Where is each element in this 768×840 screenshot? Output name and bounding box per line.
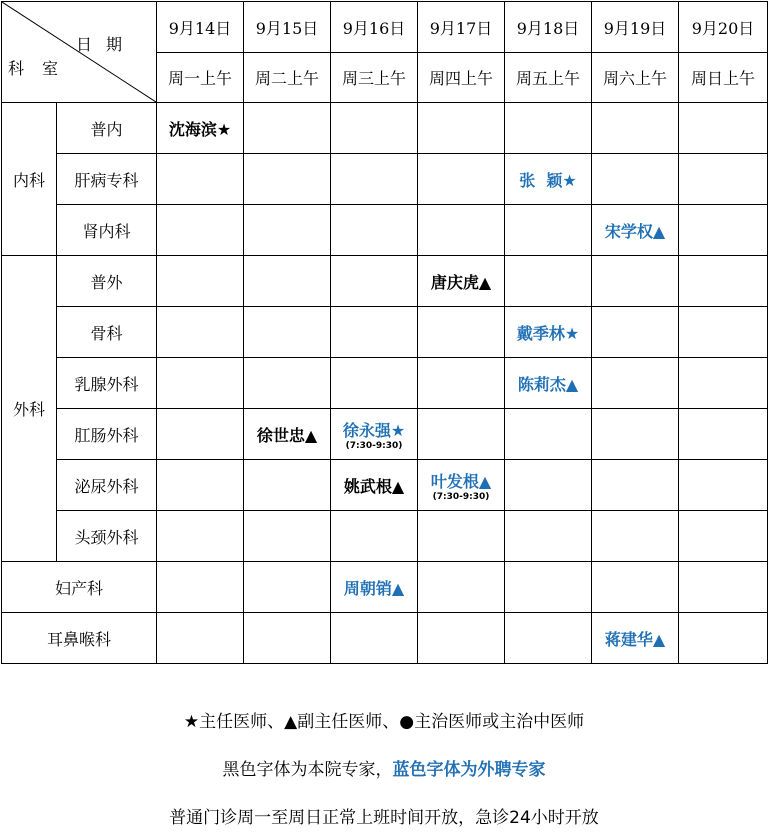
schedule-cell bbox=[244, 154, 331, 205]
group-label: 外科 bbox=[2, 256, 57, 562]
schedule-cell bbox=[244, 358, 331, 409]
dept-label: 泌尿外科 bbox=[57, 460, 157, 511]
dept-label: 头颈外科 bbox=[57, 511, 157, 562]
day-header: 周日上午 bbox=[679, 53, 768, 103]
schedule-cell bbox=[157, 154, 244, 205]
schedule-cell bbox=[157, 307, 244, 358]
color-note bbox=[0, 755, 768, 780]
color-note-black: 黑色字体为本院专家， bbox=[222, 760, 393, 780]
schedule-cell bbox=[244, 307, 331, 358]
schedule-cell bbox=[331, 103, 418, 154]
schedule-cell bbox=[418, 613, 505, 664]
schedule-cell bbox=[505, 409, 592, 460]
schedule-cell bbox=[418, 103, 505, 154]
table-row bbox=[2, 613, 768, 664]
schedule-cell bbox=[244, 103, 331, 154]
doctor-name: 徐永强★ bbox=[342, 420, 406, 440]
schedule-cell bbox=[679, 460, 768, 511]
date-header: 9月19日 bbox=[592, 2, 679, 53]
dept-label: 乳腺外科 bbox=[57, 358, 157, 409]
schedule-cell bbox=[331, 460, 418, 511]
schedule-cell bbox=[505, 205, 592, 256]
doctor-name: 陈莉杰▲ bbox=[517, 374, 579, 394]
schedule-cell bbox=[592, 154, 679, 205]
day-header: 周六上午 bbox=[592, 53, 679, 103]
table-row bbox=[2, 358, 768, 409]
schedule-cell bbox=[157, 358, 244, 409]
schedule-cell bbox=[679, 307, 768, 358]
schedule-cell bbox=[679, 409, 768, 460]
schedule-cell bbox=[331, 511, 418, 562]
clinic-time: (7:30-9:30) bbox=[345, 440, 403, 451]
doctor-name: 沈海滨★ bbox=[168, 119, 232, 139]
dept-label: 耳鼻喉科 bbox=[2, 613, 157, 664]
schedule-cell bbox=[331, 307, 418, 358]
schedule-cell bbox=[592, 562, 679, 613]
date-header: 9月14日 bbox=[157, 2, 244, 53]
schedule-cell bbox=[331, 562, 418, 613]
schedule-cell bbox=[505, 307, 592, 358]
doctor-name: 叶发根▲ bbox=[430, 471, 492, 491]
schedule-cell bbox=[157, 460, 244, 511]
schedule-cell bbox=[505, 358, 592, 409]
schedule-cell bbox=[592, 358, 679, 409]
table-row bbox=[2, 511, 768, 562]
date-header: 9月20日 bbox=[679, 2, 768, 53]
schedule-cell bbox=[505, 154, 592, 205]
schedule-cell bbox=[418, 409, 505, 460]
schedule-cell bbox=[505, 256, 592, 307]
color-note-blue: 蓝色字体为外聘专家 bbox=[392, 760, 546, 780]
schedule-cell bbox=[157, 256, 244, 307]
dept-label: 骨科 bbox=[57, 307, 157, 358]
schedule-cell bbox=[592, 256, 679, 307]
doctor-name: 蒋建华▲ bbox=[604, 629, 666, 649]
schedule-cell bbox=[331, 409, 418, 460]
day-header: 周二上午 bbox=[244, 53, 331, 103]
schedule-cell bbox=[157, 205, 244, 256]
group-label: 内科 bbox=[2, 103, 57, 256]
schedule-cell bbox=[331, 205, 418, 256]
schedule-cell bbox=[157, 613, 244, 664]
schedule-cell bbox=[244, 511, 331, 562]
date-header: 9月16日 bbox=[331, 2, 418, 53]
schedule-cell bbox=[331, 256, 418, 307]
schedule-cell bbox=[157, 409, 244, 460]
schedule-cell bbox=[679, 562, 768, 613]
schedule-cell bbox=[244, 409, 331, 460]
schedule-cell bbox=[592, 205, 679, 256]
dept-label: 肝病专科 bbox=[57, 154, 157, 205]
schedule-cell bbox=[418, 154, 505, 205]
schedule-cell bbox=[331, 613, 418, 664]
schedule-cell bbox=[592, 103, 679, 154]
table-row bbox=[2, 562, 768, 613]
schedule-cell bbox=[679, 613, 768, 664]
dept-label: 普外 bbox=[57, 256, 157, 307]
doctor-name: 唐庆虎▲ bbox=[430, 272, 492, 292]
schedule-cell bbox=[244, 460, 331, 511]
table-row bbox=[2, 307, 768, 358]
schedule-cell bbox=[244, 205, 331, 256]
schedule-cell bbox=[331, 358, 418, 409]
date-header: 9月15日 bbox=[244, 2, 331, 53]
schedule-cell bbox=[418, 205, 505, 256]
schedule-cell bbox=[157, 511, 244, 562]
corner-dept-label: 科室 bbox=[8, 59, 77, 78]
schedule-table bbox=[1, 1, 768, 664]
dept-label: 普内 bbox=[57, 103, 157, 154]
schedule-cell bbox=[679, 103, 768, 154]
clinic-time: (7:30-9:30) bbox=[432, 491, 490, 502]
dept-label: 妇产科 bbox=[2, 562, 157, 613]
doctor-name: 姚武根▲ bbox=[343, 476, 405, 496]
schedule-cell bbox=[505, 613, 592, 664]
table-row bbox=[2, 460, 768, 511]
table-row bbox=[2, 256, 768, 307]
doctor-name: 戴季林★ bbox=[516, 323, 580, 343]
schedule-cell bbox=[505, 103, 592, 154]
table-row bbox=[2, 154, 768, 205]
schedule-cell bbox=[244, 562, 331, 613]
schedule-cell bbox=[592, 511, 679, 562]
dept-label: 肛肠外科 bbox=[57, 409, 157, 460]
schedule-cell bbox=[244, 256, 331, 307]
table-row bbox=[2, 205, 768, 256]
schedule-cell bbox=[505, 562, 592, 613]
schedule-cell bbox=[418, 307, 505, 358]
schedule-cell bbox=[418, 460, 505, 511]
schedule-body bbox=[2, 103, 768, 664]
corner-date-label: 日期 bbox=[75, 35, 136, 54]
schedule-cell bbox=[157, 562, 244, 613]
date-header: 9月18日 bbox=[505, 2, 592, 53]
schedule-cell bbox=[592, 409, 679, 460]
day-header: 周四上午 bbox=[418, 53, 505, 103]
schedule-cell bbox=[592, 613, 679, 664]
corner-header bbox=[2, 2, 157, 103]
schedule-cell bbox=[157, 103, 244, 154]
dept-label: 肾内科 bbox=[57, 205, 157, 256]
schedule-cell bbox=[418, 256, 505, 307]
date-header: 9月17日 bbox=[418, 2, 505, 53]
schedule-cell bbox=[418, 562, 505, 613]
table-row bbox=[2, 409, 768, 460]
doctor-name: 张 颖★ bbox=[519, 170, 577, 190]
schedule-cell bbox=[505, 460, 592, 511]
day-header: 周一上午 bbox=[157, 53, 244, 103]
schedule-cell bbox=[505, 511, 592, 562]
doctor-name: 宋学权▲ bbox=[604, 221, 666, 241]
schedule-cell bbox=[244, 613, 331, 664]
schedule-cell bbox=[679, 154, 768, 205]
legend-note: ★主任医师、▲副主任医师、●主治医师或主治中医师 bbox=[183, 712, 585, 732]
schedule-cell bbox=[679, 358, 768, 409]
doctor-name: 周朝销▲ bbox=[343, 578, 405, 598]
schedule-cell bbox=[331, 154, 418, 205]
schedule-cell bbox=[418, 358, 505, 409]
schedule-cell bbox=[679, 205, 768, 256]
schedule-cell bbox=[592, 307, 679, 358]
day-header: 周五上午 bbox=[505, 53, 592, 103]
day-header: 周三上午 bbox=[331, 53, 418, 103]
schedule-cell bbox=[418, 511, 505, 562]
schedule-cell bbox=[679, 511, 768, 562]
schedule-cell bbox=[592, 460, 679, 511]
doctor-name: 徐世忠▲ bbox=[256, 425, 318, 445]
hours-note: 普通门诊周一至周日正常上班时间开放，急诊24小时开放 bbox=[169, 808, 599, 828]
schedule-cell bbox=[679, 256, 768, 307]
table-row bbox=[2, 103, 768, 154]
